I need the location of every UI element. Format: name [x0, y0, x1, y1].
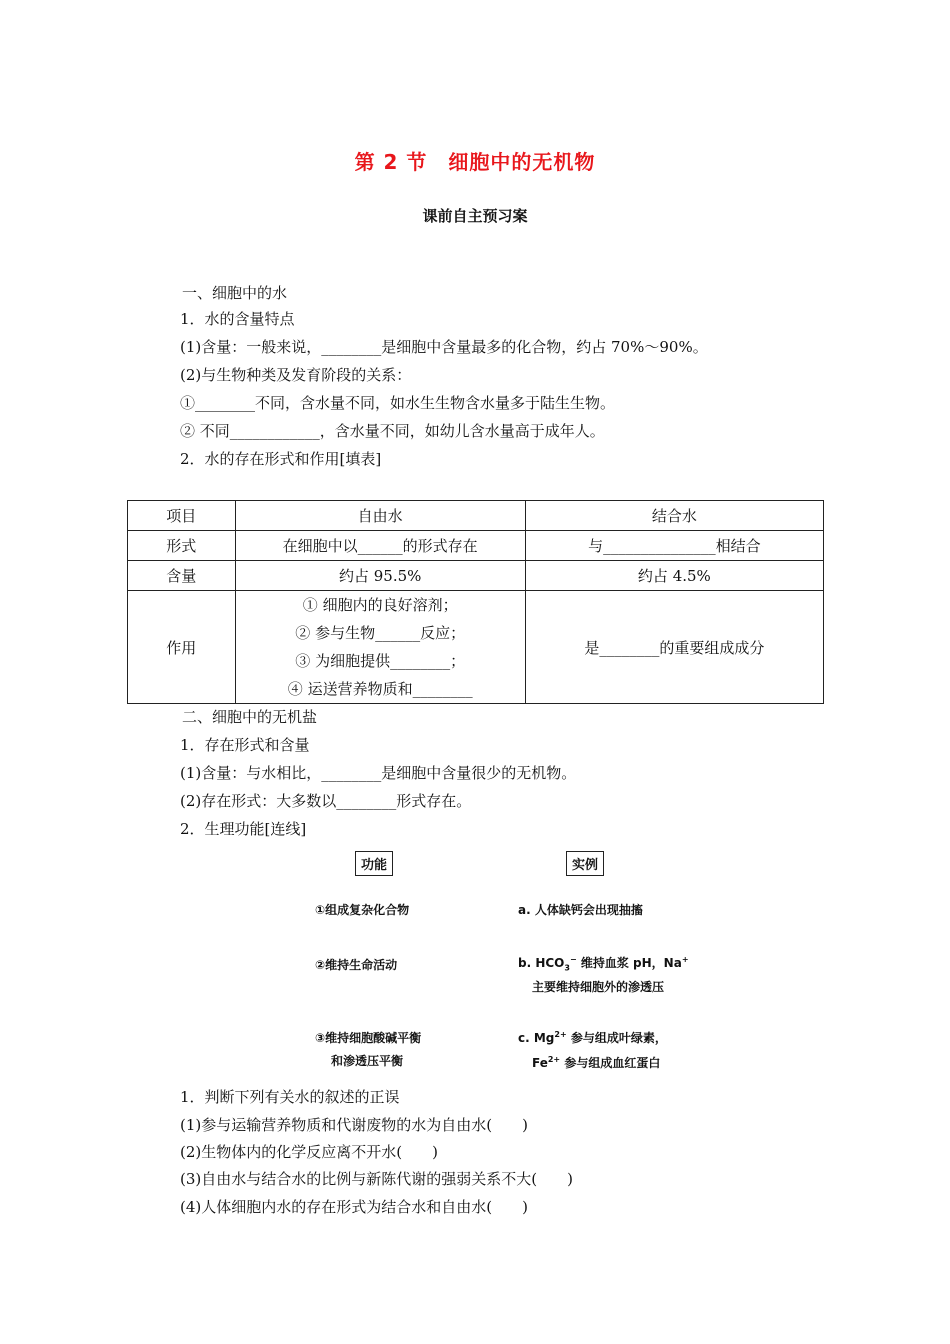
free-water-use-item: ④ 运送营养物质和________ — [287, 680, 473, 698]
table-cell: 形式 — [128, 531, 236, 561]
table-cell: 在细胞中以______的形式存在 — [235, 531, 525, 561]
table-header-row — [128, 501, 824, 531]
free-water-use-item: ③ 为细胞提供________； — [295, 652, 466, 670]
matching-diagram — [310, 845, 690, 1075]
judge-heading: 1．判断下列有关水的叙述的正误 — [180, 1088, 400, 1106]
table-cell: 约占 95.5% — [235, 561, 525, 591]
water-table — [127, 500, 824, 704]
free-water-uses — [235, 591, 525, 704]
example-item-a: a. 人体缺钙会出现抽搐 — [518, 903, 643, 917]
example-item-c: c. $Mg^{2+}$ 参与组成叶绿素， — [518, 1030, 667, 1045]
section2-line1: (1)含量：与水相比，________是细胞中含量很少的无机物。 — [180, 764, 577, 782]
table-header-cell: 自由水 — [235, 501, 525, 531]
example-item-b-cont: 主要维持细胞外的渗透压 — [532, 980, 665, 994]
section1-line1: (1)含量：一般来说，________是细胞中含量最多的化合物，约占 70%～90%。 — [180, 338, 708, 356]
free-water-use-item: ① 细胞内的良好溶剂； — [302, 596, 458, 614]
section1-line3: ①________不同，含水量不同，如水生生物含水量多于陆生生物。 — [180, 394, 616, 412]
page-title: 第 2 节 细胞中的无机物 — [354, 150, 596, 174]
section1-item2: 2．水的存在形式和作用[填表] — [180, 450, 382, 468]
function-item-3: ③维持细胞酸碱平衡 — [315, 1031, 422, 1045]
section2-item2: 2．生理功能[连线] — [180, 820, 307, 838]
section1-line4: ② 不同____________，含水量不同，如幼儿含水量高于成年人。 — [180, 422, 605, 440]
section1-item1: 1．水的含量特点 — [180, 310, 295, 328]
table-header-cell: 结合水 — [525, 501, 823, 531]
example-item-c-cont: $Fe^{2+}$ 参与组成血红蛋白 — [532, 1055, 661, 1070]
table-row — [128, 531, 824, 561]
section1-heading: 一、细胞中的水 — [182, 284, 288, 302]
function-item-1: ①组成复杂化合物 — [315, 903, 410, 917]
judge-question-1: (1)参与运输营养物质和代谢废物的水为自由水( ) — [180, 1116, 528, 1134]
judge-question-3: (3)自由水与结合水的比例与新陈代谢的强弱关系不大( ) — [180, 1170, 573, 1188]
judge-question-4: (4)人体细胞内水的存在形式为结合水和自由水( ) — [180, 1198, 528, 1216]
page-subtitle: 课前自主预习案 — [422, 207, 528, 225]
example-header-box: 实例 — [566, 851, 604, 876]
bound-water-use: 是________的重要组成成分 — [525, 591, 823, 704]
table-header-cell: 项目 — [128, 501, 236, 531]
section2-item1: 1．存在形式和含量 — [180, 736, 310, 754]
function-item-2: ②维持生命活动 — [315, 958, 398, 972]
table-cell: 约占 4.5% — [525, 561, 823, 591]
section1-line2: (2)与生物种类及发育阶段的关系： — [180, 366, 412, 384]
function-header-box: 功能 — [355, 851, 393, 876]
example-item-b: b. $HCO_3^-$ 维持血浆 pH，Na+ — [518, 955, 689, 973]
table-cell: 与_______________相结合 — [525, 531, 823, 561]
judge-question-2: (2)生物体内的化学反应离不开水( ) — [180, 1143, 438, 1161]
free-water-use-item: ② 参与生物______反应； — [295, 624, 466, 642]
function-item-3-cont: 和渗透压平衡 — [331, 1054, 404, 1068]
table-row — [128, 561, 824, 591]
table-row — [128, 591, 824, 704]
section2-line2: (2)存在形式：大多数以________形式存在。 — [180, 792, 472, 810]
table-cell: 含量 — [128, 561, 236, 591]
section2-heading: 二、细胞中的无机盐 — [182, 708, 318, 726]
table-cell: 作用 — [128, 591, 236, 704]
